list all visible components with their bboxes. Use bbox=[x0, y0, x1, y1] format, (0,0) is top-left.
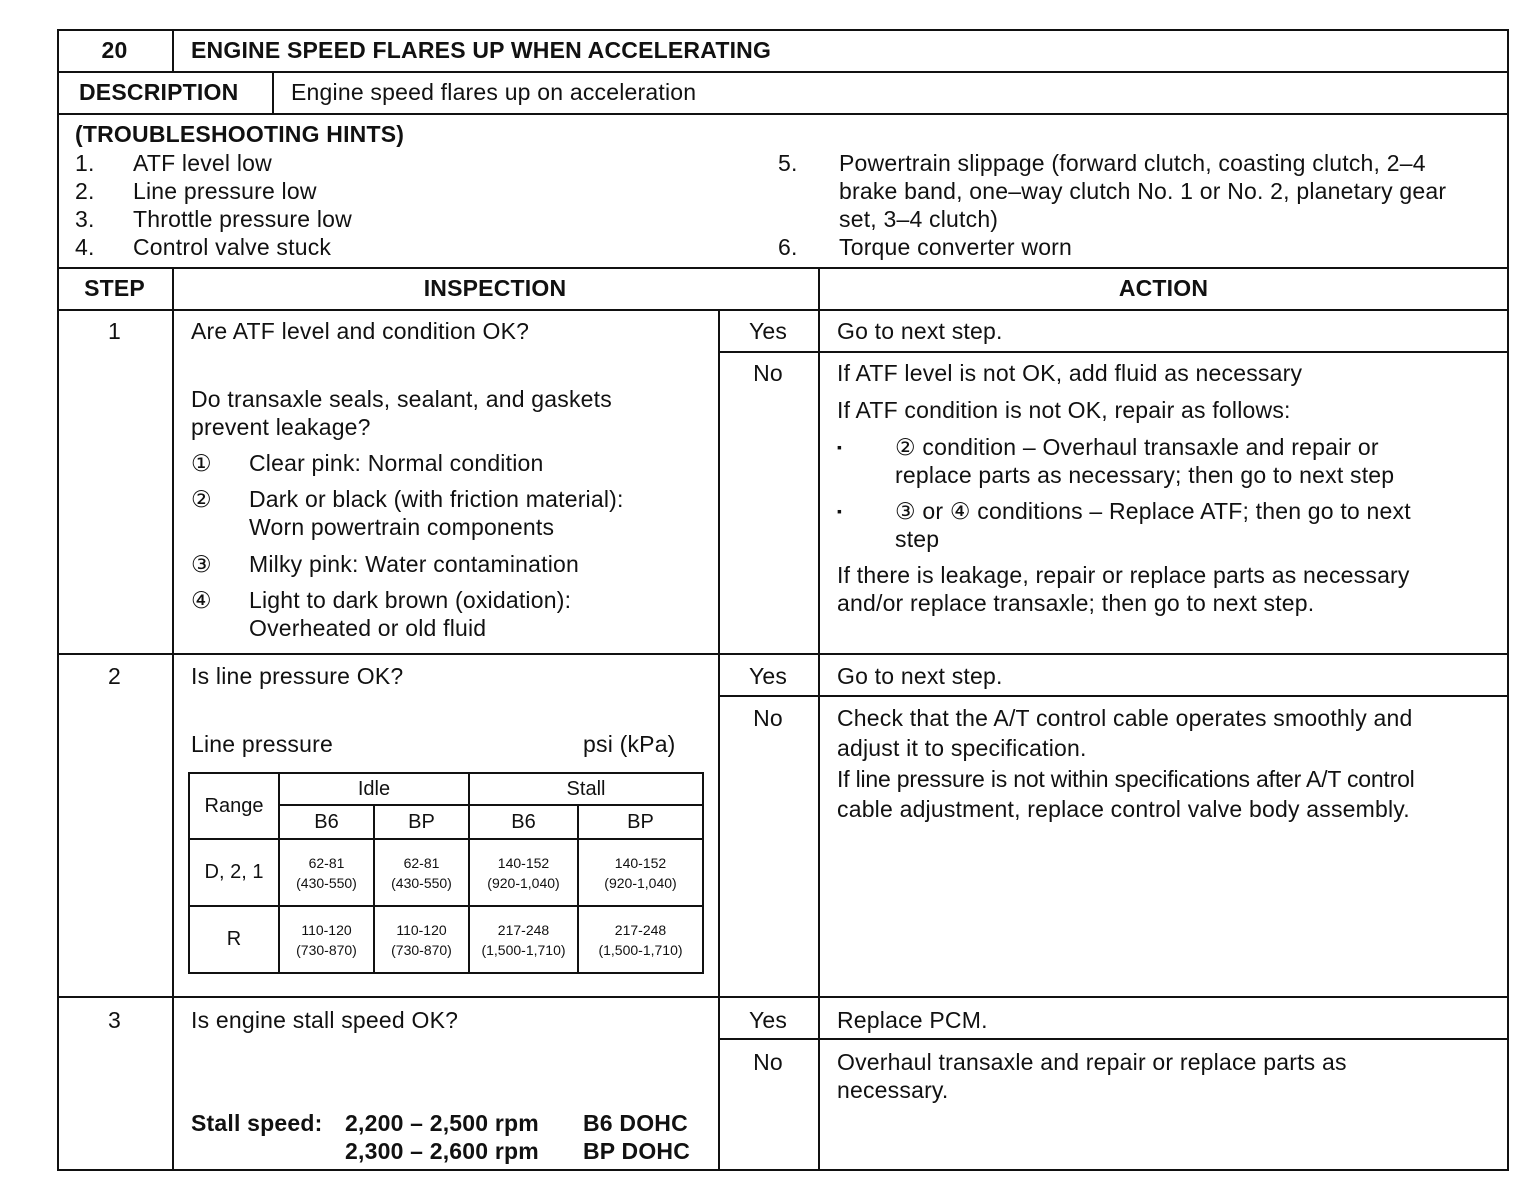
condition-text: Clear pink: Normal condition bbox=[249, 450, 544, 476]
pressure-kpa: (920-1,040) bbox=[487, 874, 560, 891]
rule bbox=[57, 113, 1509, 115]
hint-text: Torque converter worn bbox=[839, 234, 1073, 260]
pressure-cell bbox=[374, 839, 469, 906]
yes-action: Replace PCM. bbox=[837, 1007, 988, 1033]
pressure-cell bbox=[469, 906, 578, 973]
yes-action: Go to next step. bbox=[837, 663, 1003, 689]
inspection-question: Is engine stall speed OK? bbox=[191, 1007, 459, 1033]
yes-label: Yes bbox=[748, 318, 788, 344]
bullet-text: step bbox=[895, 526, 940, 552]
rule bbox=[718, 351, 1509, 353]
no-action: necessary. bbox=[837, 1077, 949, 1103]
hint-text: brake band, one–way clutch No. 1 or No. 2, planetary gear bbox=[839, 178, 1447, 204]
yes-action: Go to next step. bbox=[837, 318, 1003, 344]
engine-header: BP bbox=[578, 805, 703, 839]
rule bbox=[718, 695, 1509, 697]
pressure-kpa: (1,500-1,710) bbox=[598, 941, 683, 958]
idle-header: Idle bbox=[279, 773, 469, 805]
no-action: Check that the A/T control cable operates smoothly and bbox=[837, 705, 1413, 731]
problem-number: 20 bbox=[101, 37, 128, 63]
hint-number: 5. bbox=[778, 150, 798, 176]
hint-item bbox=[75, 149, 272, 177]
no-action: If there is leakage, repair or replace parts as necessary bbox=[837, 562, 1410, 588]
condition-text: Overheated or old fluid bbox=[249, 615, 487, 641]
rule bbox=[57, 309, 1509, 311]
no-action: If line pressure is not within specifications after A/T control bbox=[837, 766, 1415, 792]
pressure-psi: 217-248 bbox=[614, 921, 667, 938]
hint-item bbox=[75, 205, 352, 233]
no-action: and/or replace transaxle; then go to next step. bbox=[837, 590, 1315, 616]
yes-label: Yes bbox=[748, 663, 788, 689]
pressure-psi: 110-120 bbox=[301, 921, 352, 938]
column-header-action: ACTION bbox=[1118, 275, 1209, 301]
hints-title: (TROUBLESHOOTING HINTS) bbox=[75, 121, 405, 147]
pressure-kpa: (430-550) bbox=[391, 874, 452, 891]
bullet-text: ② condition – Overhaul transaxle and repair or bbox=[895, 434, 1379, 460]
engine-header: B6 bbox=[469, 805, 578, 839]
pressure-kpa: (730-870) bbox=[391, 941, 452, 958]
no-action: adjust it to specification. bbox=[837, 735, 1087, 761]
range-header: Range bbox=[189, 773, 279, 839]
condition-symbol: ③ bbox=[191, 551, 212, 577]
rule bbox=[57, 996, 1509, 998]
step-number: 1 bbox=[108, 318, 121, 344]
pressure-psi: 62-81 bbox=[403, 854, 440, 871]
stall-speed-engine: B6 DOHC bbox=[583, 1110, 688, 1136]
stall-speed-rpm: 2,300 – 2,600 rpm bbox=[345, 1138, 539, 1164]
pressure-kpa: (1,500-1,710) bbox=[481, 941, 566, 958]
hint-number: 1. bbox=[75, 150, 95, 176]
hint-text: Control valve stuck bbox=[133, 234, 332, 260]
pressure-psi: 217-248 bbox=[497, 921, 550, 938]
hint-item bbox=[75, 177, 317, 205]
step-number: 3 bbox=[108, 1007, 121, 1033]
condition-symbol: ① bbox=[191, 450, 212, 476]
rule bbox=[57, 29, 59, 1171]
bullet-text: replace parts as necessary; then go to next step bbox=[895, 462, 1395, 488]
pressure-cell bbox=[279, 906, 374, 973]
problem-title: ENGINE SPEED FLARES UP WHEN ACCELERATING bbox=[191, 37, 772, 63]
hint-number: 6. bbox=[778, 234, 798, 260]
inspection-text: Do transaxle seals, sealant, and gaskets bbox=[191, 386, 612, 412]
bullet-mark: ▪ bbox=[837, 439, 843, 455]
engine-header: BP bbox=[374, 805, 469, 839]
condition-text: Milky pink: Water contamination bbox=[249, 551, 580, 577]
condition-symbol: ② bbox=[191, 486, 212, 512]
column-header-step: STEP bbox=[84, 275, 145, 301]
rule bbox=[57, 1169, 1509, 1171]
table-row bbox=[189, 906, 703, 973]
range-cell: R bbox=[189, 906, 279, 973]
pressure-cell bbox=[578, 906, 703, 973]
hint-item bbox=[75, 233, 331, 261]
hint-text: ATF level low bbox=[133, 150, 272, 176]
hint-number: 4. bbox=[75, 234, 95, 260]
rule bbox=[272, 71, 274, 113]
pressure-psi: 62-81 bbox=[308, 854, 345, 871]
rule bbox=[57, 653, 1509, 655]
no-action: If ATF condition is not OK, repair as follows: bbox=[837, 397, 1291, 423]
condition-text: Light to dark brown (oxidation): bbox=[249, 587, 572, 613]
stall-speed-label: Stall speed: bbox=[191, 1110, 323, 1136]
pressure-psi: 110-120 bbox=[396, 921, 447, 938]
inspection-question: Are ATF level and condition OK? bbox=[191, 318, 530, 344]
line-pressure-label: Line pressure bbox=[191, 731, 333, 757]
description-label: DESCRIPTION bbox=[79, 79, 239, 105]
no-label: No bbox=[753, 360, 783, 386]
pressure-psi: 140-152 bbox=[614, 854, 667, 871]
hint-number: 3. bbox=[75, 206, 95, 232]
pressure-cell bbox=[578, 839, 703, 906]
no-action: cable adjustment, replace control valve body assembly. bbox=[837, 796, 1410, 822]
range-cell: D, 2, 1 bbox=[189, 839, 279, 906]
line-pressure-unit: psi (kPa) bbox=[583, 731, 676, 757]
description-text: Engine speed flares up on acceleration bbox=[291, 79, 697, 105]
inspection-question: Is line pressure OK? bbox=[191, 663, 404, 689]
condition-symbol: ④ bbox=[191, 587, 212, 613]
rule bbox=[718, 1038, 1509, 1040]
inspection-text: prevent leakage? bbox=[191, 414, 371, 440]
column-header-inspection: INSPECTION bbox=[423, 275, 567, 301]
rule bbox=[1507, 29, 1509, 1171]
pressure-kpa: (430-550) bbox=[296, 874, 357, 891]
rule bbox=[57, 267, 1509, 269]
yes-label: Yes bbox=[748, 1007, 788, 1033]
pressure-cell bbox=[279, 839, 374, 906]
table-row bbox=[189, 839, 703, 906]
no-action: Overhaul transaxle and repair or replace parts as bbox=[837, 1049, 1347, 1075]
line-pressure-table bbox=[188, 772, 704, 974]
rule bbox=[818, 267, 820, 1171]
pressure-psi: 140-152 bbox=[497, 854, 550, 871]
hint-text: Line pressure low bbox=[133, 178, 317, 204]
rule bbox=[718, 309, 720, 1171]
rule bbox=[172, 29, 174, 71]
hint-text: set, 3–4 clutch) bbox=[839, 206, 999, 232]
hint-text: Throttle pressure low bbox=[133, 206, 352, 232]
no-action: If ATF level is not OK, add fluid as necessary bbox=[837, 360, 1303, 386]
bullet-mark: ▪ bbox=[837, 503, 843, 519]
hint-text: Powertrain slippage (forward clutch, coasting clutch, 2–4 bbox=[839, 150, 1426, 176]
rule bbox=[172, 267, 174, 1171]
rule bbox=[57, 29, 1509, 31]
condition-text: Dark or black (with friction material): bbox=[249, 486, 624, 512]
engine-header: B6 bbox=[279, 805, 374, 839]
troubleshooting-table bbox=[57, 29, 1509, 1171]
rule bbox=[57, 71, 1509, 73]
hint-number: 2. bbox=[75, 178, 95, 204]
pressure-kpa: (730-870) bbox=[296, 941, 357, 958]
pressure-cell bbox=[469, 839, 578, 906]
stall-header: Stall bbox=[469, 773, 703, 805]
pressure-cell bbox=[374, 906, 469, 973]
stall-speed-rpm: 2,200 – 2,500 rpm bbox=[345, 1110, 539, 1136]
condition-text: Worn powertrain components bbox=[249, 514, 555, 540]
stall-speed-engine: BP DOHC bbox=[583, 1138, 691, 1164]
no-label: No bbox=[753, 1049, 783, 1075]
bullet-text: ③ or ④ conditions – Replace ATF; then go to next bbox=[895, 498, 1411, 524]
pressure-kpa: (920-1,040) bbox=[604, 874, 677, 891]
no-label: No bbox=[753, 705, 783, 731]
step-number: 2 bbox=[108, 663, 121, 689]
